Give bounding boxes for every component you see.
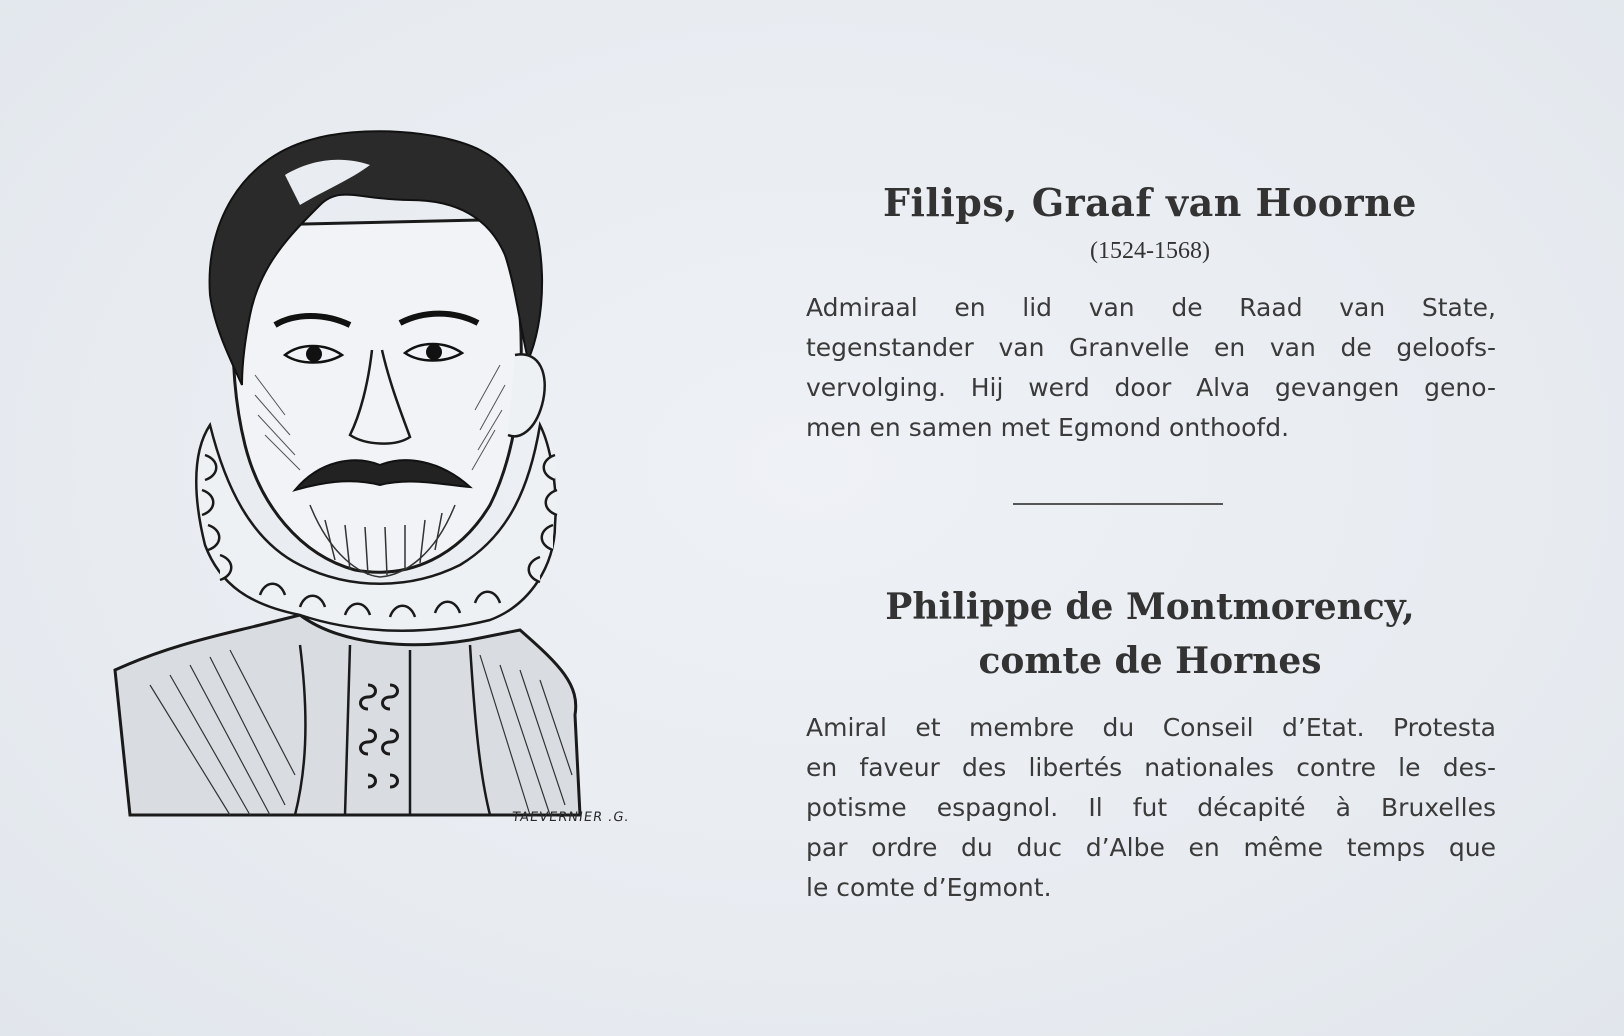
french-line-2: en faveur des libertés nationales contre le des-	[806, 753, 1496, 782]
text-column	[800, 0, 1500, 1036]
artist-signature: TAEVERNIER .G.	[510, 810, 631, 825]
dutch-line-2: tegenstander van Granvelle en van de geloofs-	[806, 333, 1496, 362]
french-line-3: potisme espagnol. Il fut décapité à Bruxelles	[806, 793, 1496, 822]
french-line-5: le comte d’Egmont.	[806, 873, 1052, 902]
french-title-line-2: comte de Hornes	[978, 640, 1322, 682]
french-description	[806, 708, 1496, 908]
section-divider	[1013, 503, 1223, 505]
dutch-line-4: men en samen met Egmond onthoofd.	[806, 413, 1290, 442]
life-dates: (1524-1568)	[1090, 238, 1210, 264]
portrait-illustration	[110, 125, 670, 845]
french-line-1: Amiral et membre du Conseil d’Etat. Protesta	[806, 713, 1496, 742]
dutch-description	[806, 288, 1496, 448]
french-line-4: par ordre du duc d’Albe en même temps que	[806, 833, 1496, 862]
portrait-drawing	[110, 125, 670, 845]
dutch-line-3: vervolging. Hij werd door Alva gevangen geno-	[806, 373, 1496, 402]
french-title-line-1: Philippe de Montmorency,	[885, 586, 1415, 628]
dutch-line-1: Admiraal en lid van de Raad van State,	[806, 293, 1496, 322]
dutch-title: Filips, Graaf van Hoorne	[883, 180, 1417, 225]
